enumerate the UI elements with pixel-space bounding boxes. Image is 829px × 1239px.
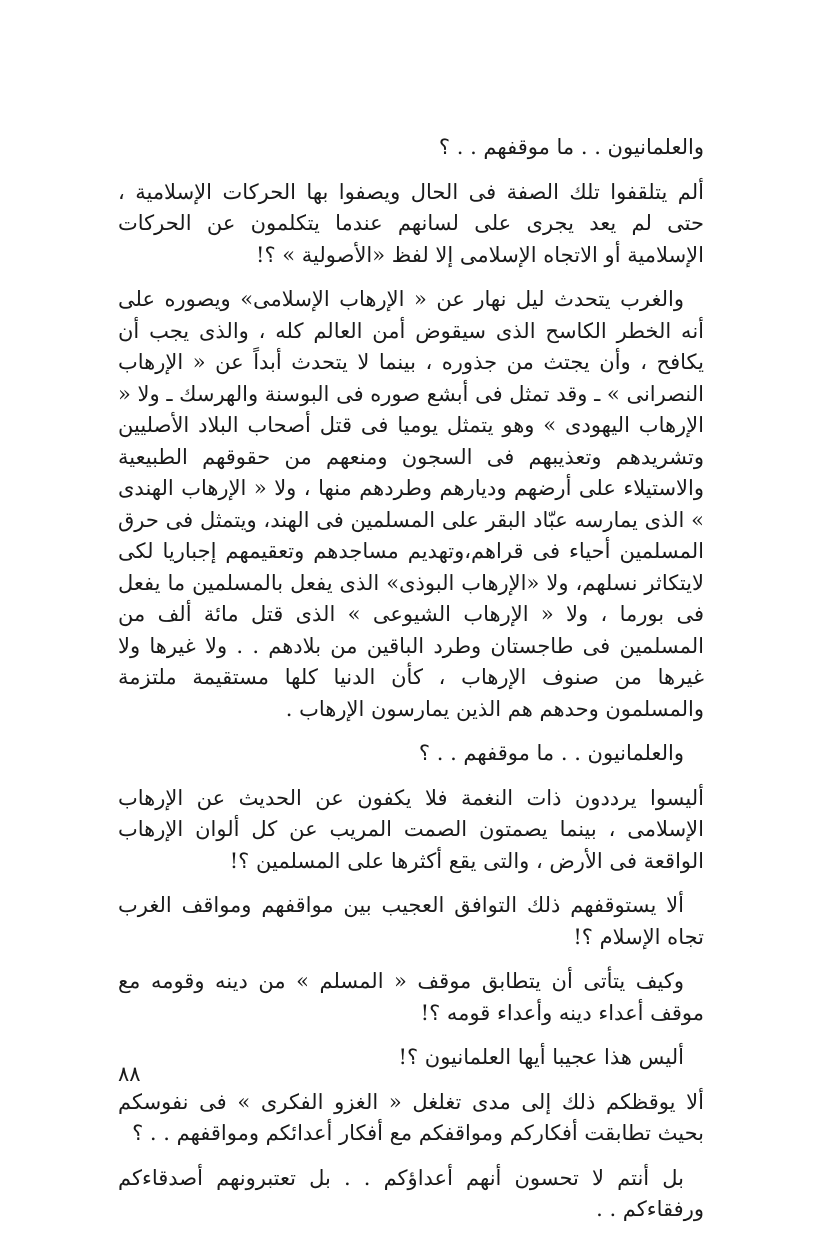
paragraph-4: والعلمانيون . . ما موقفهم . . ؟ (418, 741, 684, 765)
paragraph-3: والغرب يتحدث ليل نهار عن « الإرهاب الإسلامى» ويصوره على أنه الخطر الكاسح الذى سيقوض أمن العالم كله ، والذى يجب أن يكافح ، وأن يجتث من جذوره ، بينما لا يتحدث أبداً عن « الإرهاب النصرانى » ـ وقد تمثل فى أبشع صوره فى البوسنة والهرسك ـ ولا « الإرهاب اليهودى » وهو يتمثل يوميا فى قتل أصحاب البلاد الأصليين وتشريدهم وتعذيبهم فى السجون ومنعهم من حقوقهم الطبيعية والاستيلاء على أرضهم وديارهم وطردهم منها ، ولا « الإرهاب الهندى » الذى يمارسه عبّاد البقر على المسلمين فى الهند، ويتمثل فى حرق المسلمين أحياء فى قراهم،وتهديم مساجدهم وتعقيمهم إجباريا لكى لايتكاثر نسلهم، ولا «الإرهاب البوذى» الذى يفعل بالمسلمين ما يفعل فى بورما ، ولا « الإرهاب الشيوعى » الذى قتل مائة ألف من المسلمين فى طاجستان وطرد الباقين من بلادهم . . ولا غيرها ولا غيرها من صنوف الإرهاب ، كأن الدنيا كلها مستقيمة ملتزمة والمسلمون وحدهم هم الذين يمارسون الإرهاب . (118, 287, 704, 721)
body-text (118, 132, 704, 1239)
paragraph-10: بل أنتم لا تحسون أنهم أعداؤكم . . بل تعتبرونهم أصدقاءكم ورفقاءكم . . (118, 1165, 704, 1221)
paragraph-6: ألا يستوقفهم ذلك التوافق العجيب بين مواقفهم ومواقف الغرب تجاه الإسلام ؟! (118, 893, 704, 949)
paragraph-8: أليس هذا عجيبا أيها العلمانيون ؟! (398, 1045, 684, 1069)
paragraph-1: والعلمانيون . . ما موقفهم . . ؟ (438, 135, 704, 159)
paragraph-9: ألا يوقظكم ذلك إلى مدى تغلغل « الغزو الفكرى » فى نفوسكم بحيث تطابقت أفكاركم ومواقفكم مع أفكار أعدائكم ومواقفهم . . ؟ (118, 1089, 704, 1145)
paragraph-2: ألم يتلقفوا تلك الصفة فى الحال ويصفوا بها الحركات الإسلامية ، حتى لم يعد يجرى على لسانهم عندما يتكلمون عن الحركات الإسلامية أو الاتجاه الإسلامى إلا لفظ «الأصولية » ؟! (118, 179, 704, 267)
paragraph-7: وكيف يتأتى أن يتطابق موقف « المسلم » من دينه وقومه مع موقف أعداء دينه وأعداء قومه ؟! (118, 969, 704, 1025)
page-number: ٨٨ (118, 1062, 141, 1086)
paragraph-5: أليسوا يرددون ذات النغمة فلا يكفون عن الحديث عن الإرهاب الإسلامى ، بينما يصمتون الصمت المريب عن كل ألوان الإرهاب الواقعة فى الأرض ، والتى يقع أكثرها على المسلمين ؟! (118, 785, 704, 873)
